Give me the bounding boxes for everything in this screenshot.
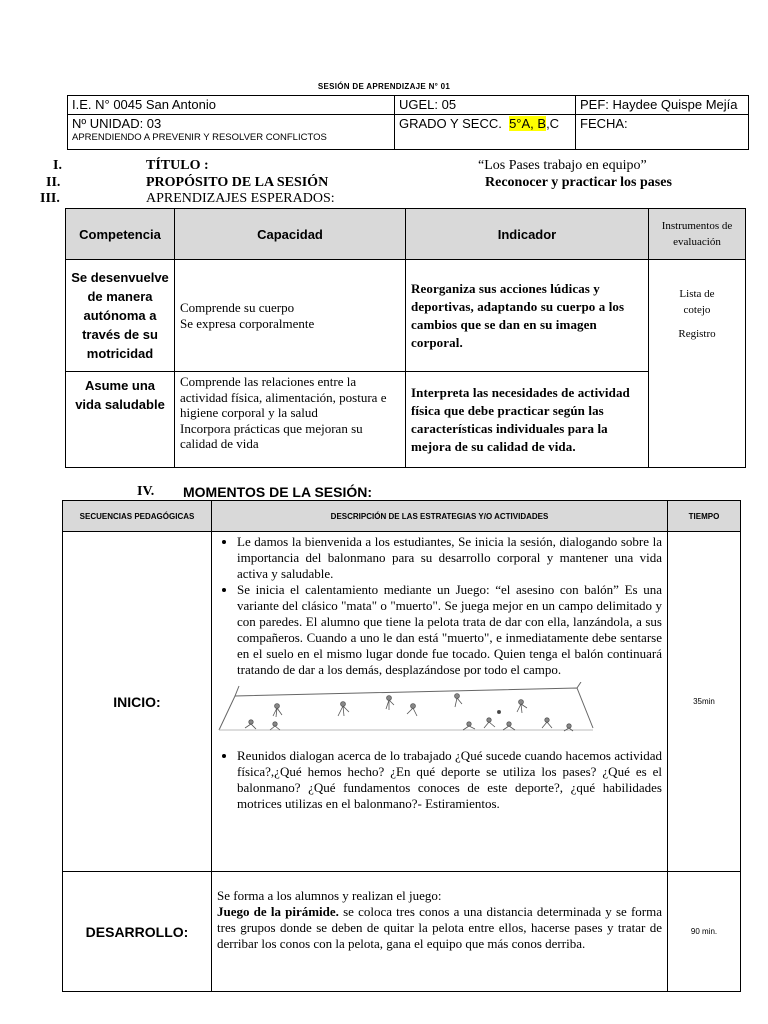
header-descripcion: DESCRIPCIÓN DE LAS ESTRATEGIAS Y/O ACTIVIDADES xyxy=(212,501,668,532)
desarrollo-description xyxy=(212,872,668,992)
titulo-value: “Los Pases trabajo en equipo” xyxy=(478,158,647,173)
instrumentos-cell xyxy=(649,260,746,468)
grado-cell xyxy=(395,115,576,150)
phase-inicio: INICIO: xyxy=(63,532,212,872)
section-aprendizajes xyxy=(0,191,768,209)
competencia-cell: Asume una vida saludable xyxy=(66,372,175,468)
inicio-description xyxy=(212,532,668,872)
pef-cell xyxy=(576,96,749,115)
header-tiempo: TIEMPO xyxy=(668,501,741,532)
instrumento-lista: Lista de cotejo xyxy=(679,288,715,316)
section-label: PROPÓSITO DE LA SESIÓN xyxy=(146,175,329,190)
list-item: • Reunidos dialogan acerca de lo trabajado ¿Qué sucede cuando hacemos actividad física?,¿Qué hemos hecho? ¿En qué deporte se utiliza los pases? ¿Qué es el balonmano? ¿Qué fundamentos conoces de este deporte?, ¿qué habilidades motrices utilizas en el balonmano?- Estiramientos. xyxy=(237,748,662,812)
section-num: I. xyxy=(53,158,62,173)
fecha-text: FECHA: xyxy=(580,116,628,131)
capacidad-cell xyxy=(175,260,406,372)
header-table xyxy=(67,95,749,150)
fecha-cell xyxy=(576,115,749,150)
capacidad-line: Comprende su cuerpo xyxy=(180,299,295,315)
header-competencia: Competencia xyxy=(66,209,175,260)
list-item: • Le damos la bienvenida a los estudiantes, Se inicia la sesión, dialogando sobre la importancia del balonmano para su desarrollo corporal y mantener una vida activa y saludable. xyxy=(237,534,662,582)
ie-cell xyxy=(68,96,395,115)
unidad-cell xyxy=(68,115,395,150)
grado-label: GRADO Y SECC. xyxy=(399,116,510,131)
capacidad-line: Comprende las relaciones entre la actividad física, alimentación, postura e higiene corporal y la salud xyxy=(180,374,387,420)
section-titulo xyxy=(0,158,768,176)
game-title: Juego de la pirámide. xyxy=(217,904,339,919)
section-num: III. xyxy=(40,191,60,206)
ie-text: I.E. N° 0045 San Antonio xyxy=(72,97,216,112)
ugel-text: UGEL: 05 xyxy=(399,97,457,112)
header-indicador: Indicador xyxy=(406,209,649,260)
grado-highlight: 5°A, B xyxy=(509,116,547,131)
capacidad-line: Se expresa corporalmente xyxy=(180,315,315,331)
indicador-cell: Interpreta las necesidades de actividad física que debe practicar según las características individuales para la mejora de su calidad de vida. xyxy=(406,372,649,468)
section-num: II. xyxy=(46,175,61,190)
inicio-list-2 xyxy=(217,748,662,812)
competencia-cell: Se desenvuelve de manera autónoma a través de su motricidad xyxy=(66,260,175,372)
desarrollo-intro: Se forma a los alumnos y realizan el juego: xyxy=(217,888,442,903)
inicio-list xyxy=(217,534,662,678)
competency-table xyxy=(65,208,746,468)
unidad-title: APRENDIENDO A PREVENIR Y RESOLVER CONFLICTOS xyxy=(72,132,327,143)
proposito-value: Reconocer y practicar los pases xyxy=(485,175,672,190)
capacidad-cell xyxy=(175,372,406,468)
desarrollo-game xyxy=(217,904,662,952)
desarrollo-time: 90 min. xyxy=(668,872,741,992)
header-instrumentos: Instrumentos de evaluación xyxy=(649,209,746,260)
phase-desarrollo: DESARROLLO: xyxy=(63,872,212,992)
indicador-cell: Reorganiza sus acciones lúdicas y deportivas, adaptando su cuerpo a los cambios que se dan en su imagen corporal. xyxy=(406,260,649,372)
grado-suffix: ,C xyxy=(546,116,560,131)
document-title: SESIÓN DE APRENDIZAJE N° 01 xyxy=(317,82,451,91)
instrumento-registro: Registro xyxy=(678,328,716,340)
unidad-text: Nº UNIDAD: 03 xyxy=(72,116,162,131)
section-label: TÍTULO : xyxy=(146,158,209,173)
inicio-time: 35min xyxy=(668,532,741,872)
list-item: • Se inicia el calentamiento mediante un Juego: “el asesino con balón” Es una variante del clásico "mata" o "muerto". Se juega mejor en un campo delimitado y con paredes. El alumno que tiene la pelota trata de dar con ella, lanzándola, a sus compañeros. Cuando a uno le dan está "muerto", e inmediatamente debe sentarse en el suelo en el mismo lugar donde fue tocado. Quien tenga el balón continuará tratando de dar a los demás, desplazándose por todo el campo. xyxy=(237,582,662,678)
section-num: IV. xyxy=(137,484,155,499)
section-label: APRENDIZAJES ESPERADOS: xyxy=(146,191,335,206)
moments-table xyxy=(62,500,741,992)
header-secuencias: SECUENCIAS PEDAGÓGICAS xyxy=(63,501,212,532)
pef-text: PEF: Haydee Quispe Mejía xyxy=(580,97,738,112)
capacidad-line: Incorpora prácticas que mejoran su calidad de vida xyxy=(180,420,363,451)
game-text: se coloca tres conos a una distancia determinada y se forma tres grupos donde se deben de quitar la pelota entre ellos, hacerse pases y tratar de derribar los conos con la pelota, gana el equipo que más conos derriba. xyxy=(217,904,662,951)
ugel-cell xyxy=(395,96,576,115)
section-label: MOMENTOS DE LA SESIÓN: xyxy=(183,484,373,500)
field-sketch-image xyxy=(217,682,595,742)
header-capacidad: Capacidad xyxy=(175,209,406,260)
